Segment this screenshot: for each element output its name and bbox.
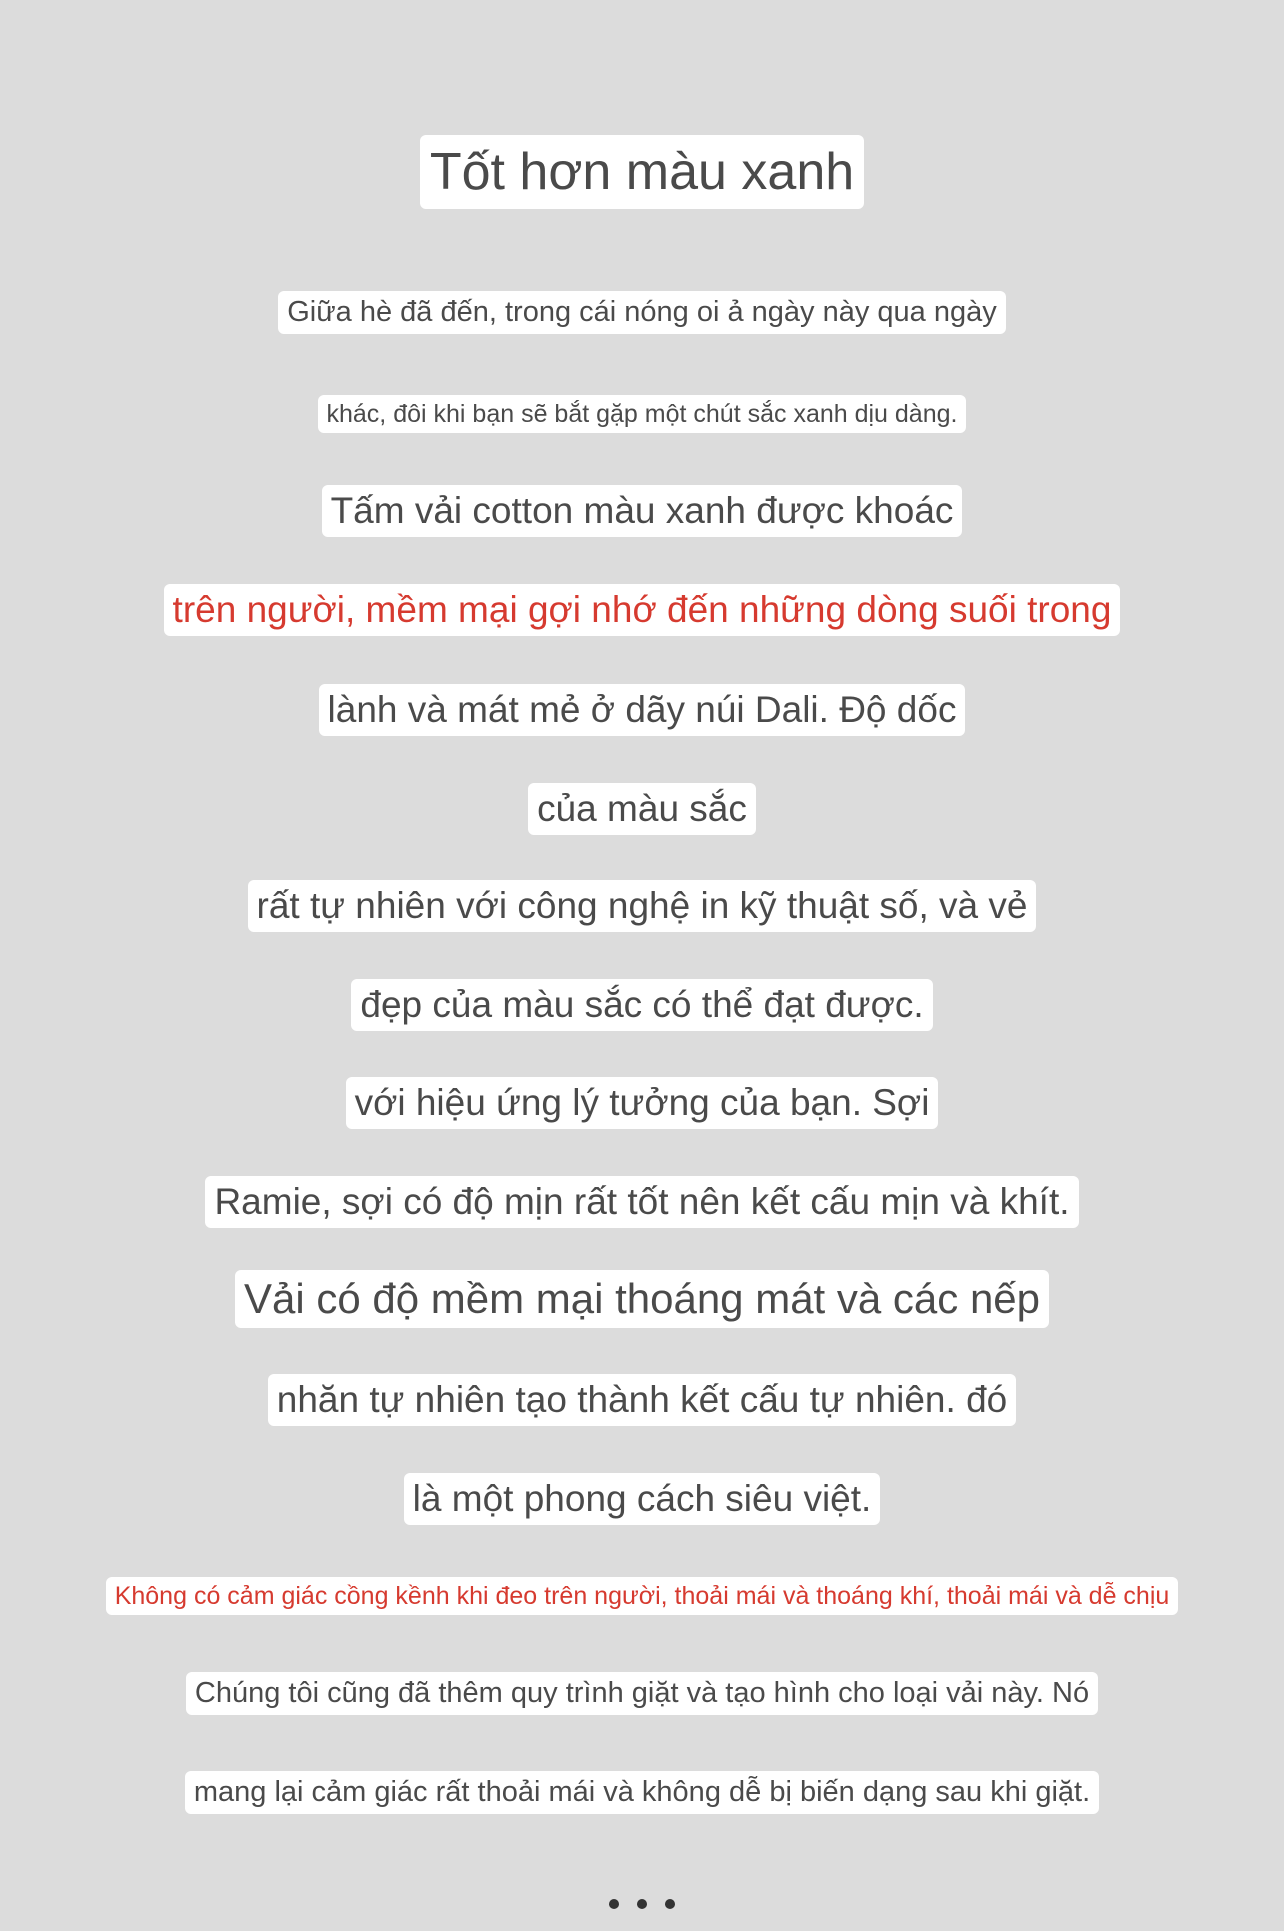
- text-line-12: nhăn tự nhiên tạo thành kết cấu tự nhiên. đó: [268, 1374, 1016, 1426]
- text-line-10: Ramie, sợi có độ mịn rất tốt nên kết cấu mịn và khít.: [205, 1176, 1078, 1228]
- text-line-9: với hiệu ứng lý tưởng của bạn. Sợi: [346, 1077, 939, 1129]
- text-line: [0, 1270, 1284, 1328]
- text-line: [0, 1771, 1284, 1814]
- dot: [609, 1899, 619, 1909]
- text-line: [0, 395, 1284, 433]
- text-line-highlight: [0, 1577, 1284, 1615]
- text-line: [0, 684, 1284, 736]
- text-line: [0, 783, 1284, 835]
- text-line-1: Giữa hè đã đến, trong cái nóng oi ả ngày này qua ngày: [278, 291, 1005, 334]
- text-line: [0, 1374, 1284, 1426]
- text-line-15: Chúng tôi cũng đã thêm quy trình giặt và tạo hình cho loại vải này. Nó: [186, 1672, 1098, 1715]
- text-line: [0, 291, 1284, 334]
- text-line-13: là một phong cách siêu việt.: [404, 1473, 881, 1525]
- text-line: [0, 1077, 1284, 1129]
- text-line-6: của màu sắc: [528, 783, 756, 835]
- text-line-5: lành và mát mẻ ở dãy núi Dali. Độ dốc: [319, 684, 966, 736]
- text-line-7: rất tự nhiên với công nghệ in kỹ thuật số, và vẻ: [248, 880, 1037, 932]
- text-line-8: đẹp của màu sắc có thể đạt được.: [351, 979, 932, 1031]
- text-line-14: Không có cảm giác cồng kềnh khi đeo trên người, thoải mái và thoáng khí, thoải mái và dễ chịu: [106, 1577, 1179, 1615]
- text-line: [0, 1473, 1284, 1525]
- text-line-11: Vải có độ mềm mại thoáng mát và các nếp: [235, 1270, 1049, 1328]
- dot: [665, 1899, 675, 1909]
- text-line: [0, 1176, 1284, 1228]
- text-line-highlight: [0, 584, 1284, 636]
- text-line: [0, 1672, 1284, 1715]
- text-line-2: khác, đôi khi bạn sẽ bắt gặp một chút sắc xanh dịu dàng.: [318, 395, 967, 433]
- page-title: Tốt hơn màu xanh: [420, 135, 864, 209]
- text-line: [0, 485, 1284, 537]
- text-line: [0, 880, 1284, 932]
- title-row: [0, 135, 1284, 209]
- dot: [637, 1899, 647, 1909]
- text-line-3: Tấm vải cotton màu xanh được khoác: [322, 485, 963, 537]
- text-line-4: trên người, mềm mại gợi nhớ đến những dòng suối trong: [164, 584, 1121, 636]
- ellipsis-icon: [0, 1896, 1284, 1914]
- text-line-16: mang lại cảm giác rất thoải mái và không dễ bị biến dạng sau khi giặt.: [185, 1771, 1099, 1814]
- text-line: [0, 979, 1284, 1031]
